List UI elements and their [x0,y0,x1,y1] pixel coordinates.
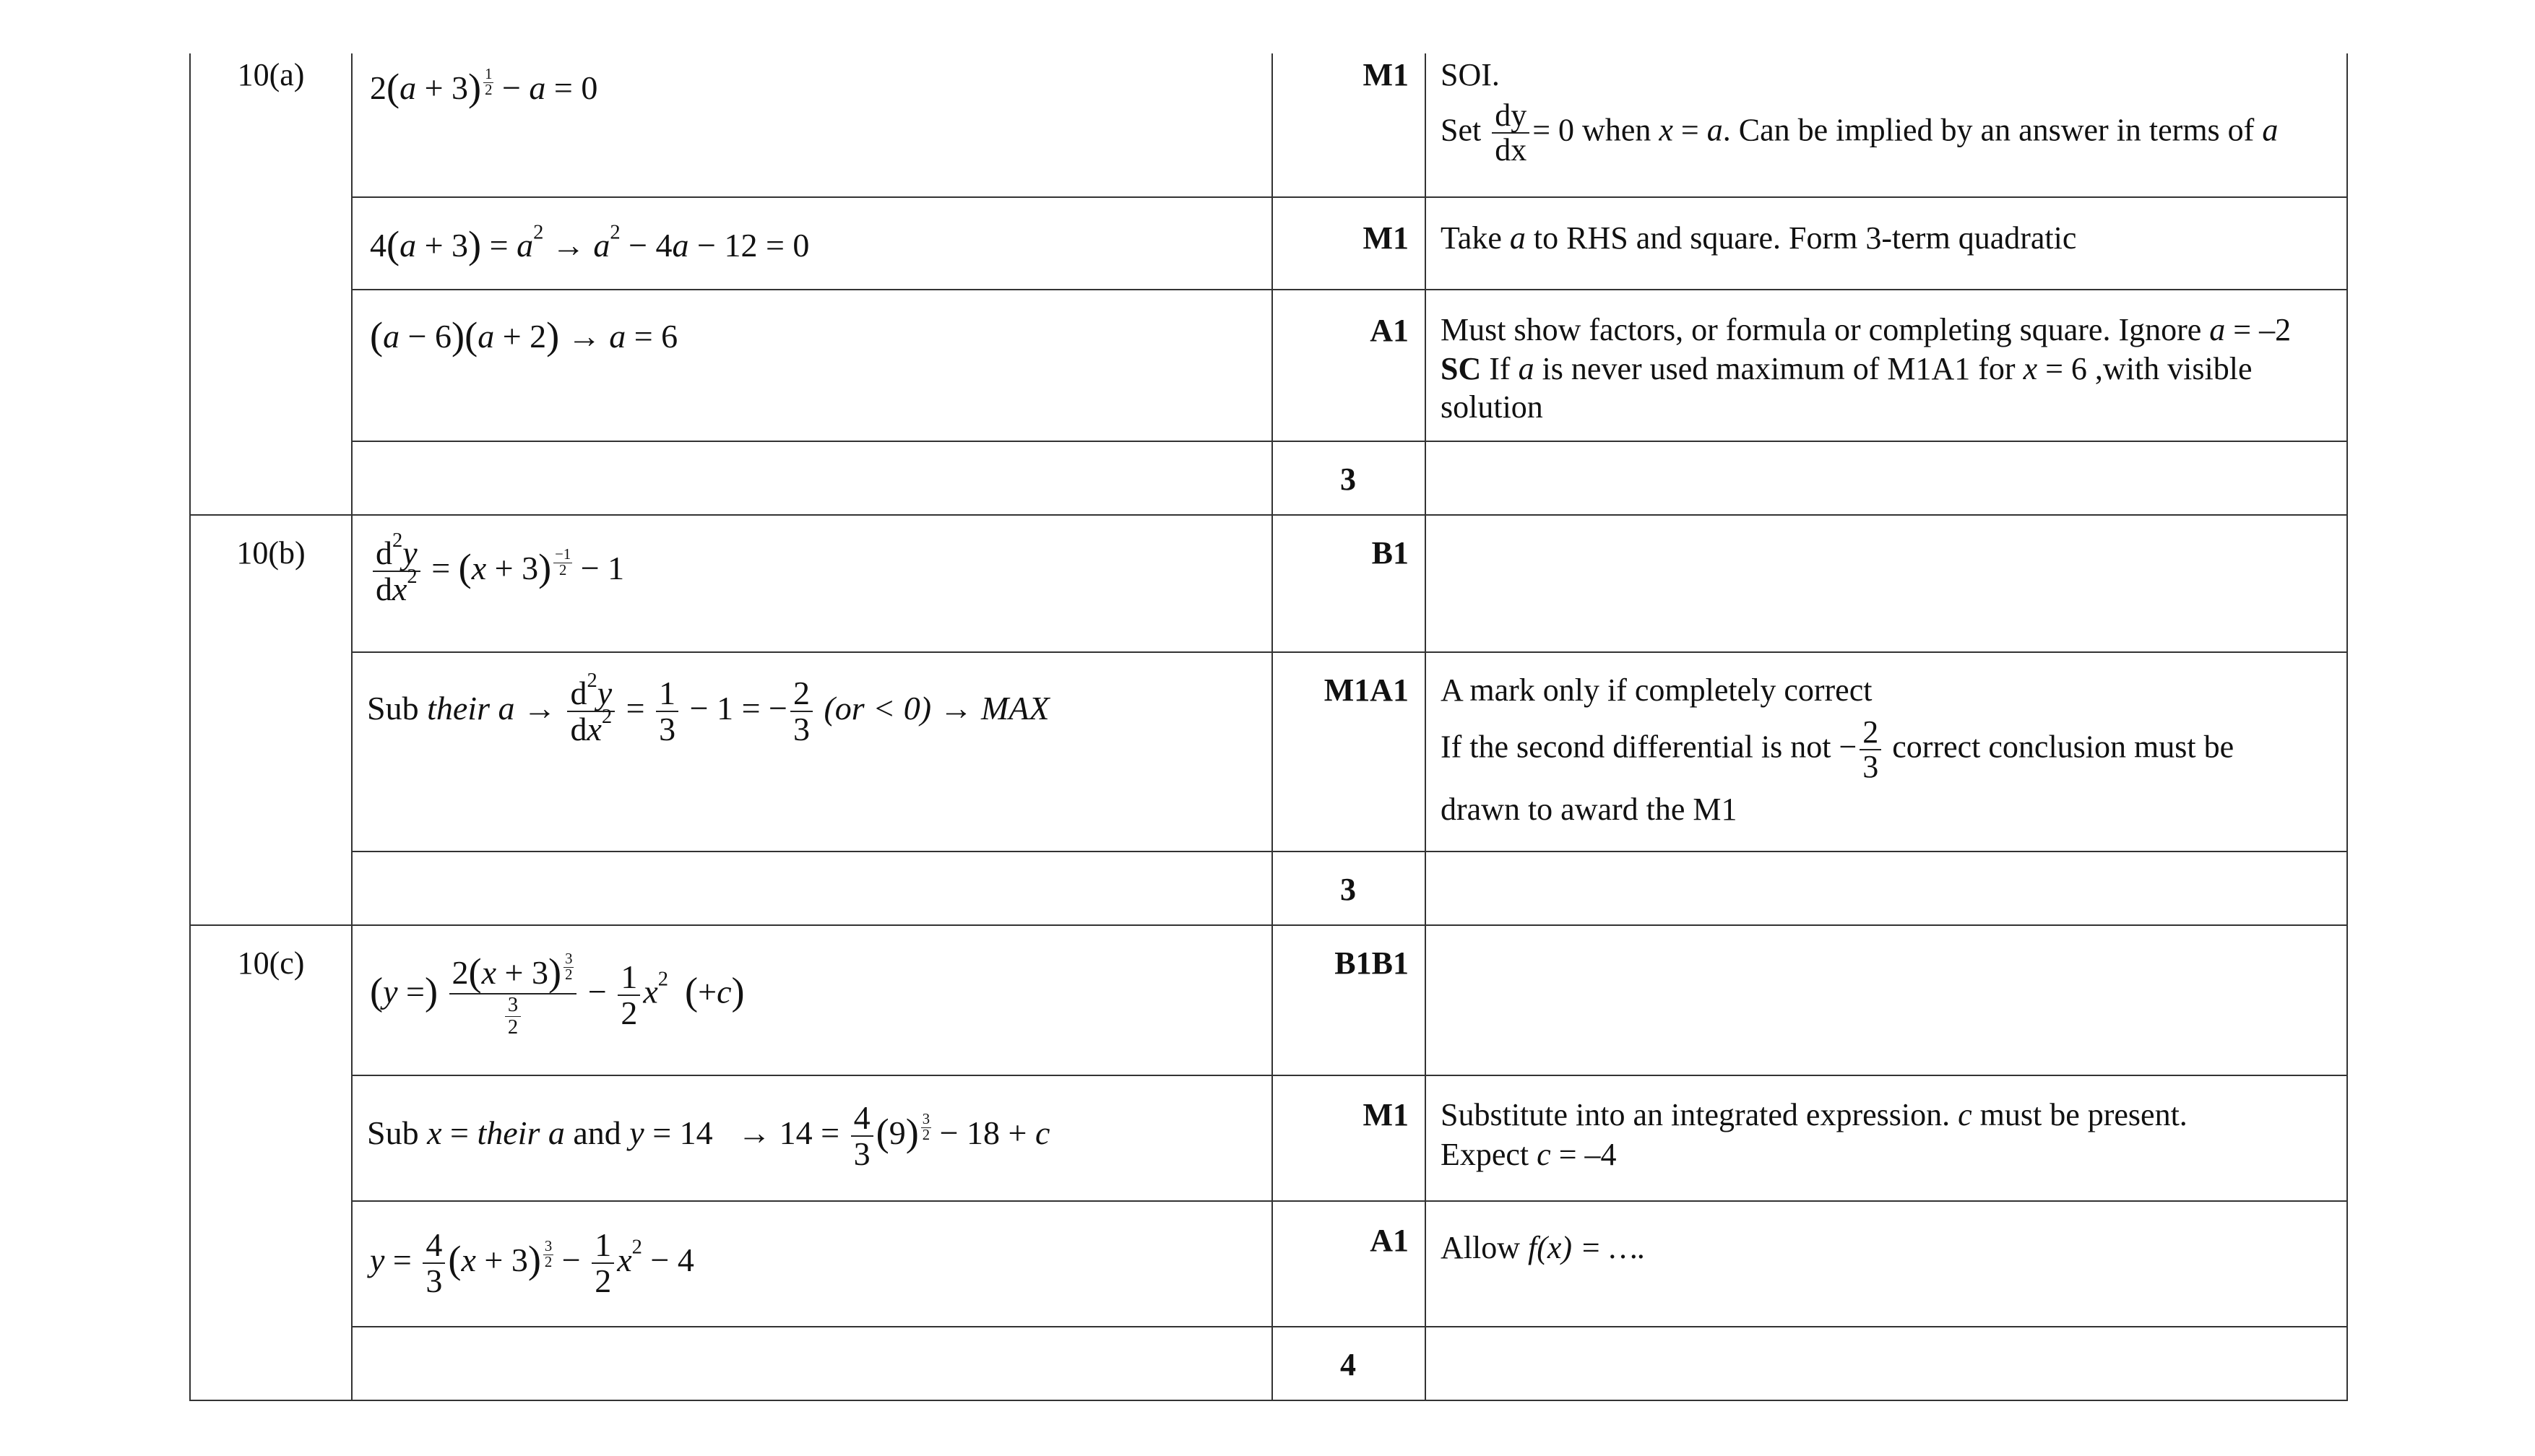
answer-a3: (a − 6)(a + 2) → a = 6 [370,314,678,358]
mark-c3: A1 [1370,1223,1409,1258]
mark-c1: B1B1 [1334,945,1409,981]
col-divider [189,53,191,1401]
answer-c3: y = $\frac{4}{3}$ (x + 3) $\frac{3}{2}$ − $\frac{1}{2}$ $x^2 - 4$ [370,1226,694,1300]
row-divider [351,196,2348,198]
table-bottom [189,1400,2348,1401]
section-divider [189,924,2348,926]
row-divider [351,851,2348,852]
row-divider [351,289,2348,290]
question-label: 10(c) [237,945,305,981]
mark-c2: M1 [1362,1097,1409,1132]
answer-b2: Sub their a → $\frac{d^2y}{dx^2}$ = $\frac{1}{3}$ − 1 = − $\frac{2}{3}$ (or < 0) → MAX [367,669,1050,748]
guidance-c2: Substitute into an integrated expression. c must be present. Expect c = –4 [1441,1097,2188,1172]
guidance-c3: Allow f(x) = …. [1441,1230,1646,1265]
question-label: 10(b) [236,535,306,571]
guidance-a1 [1441,55,2336,167]
row-divider [351,1326,2348,1327]
total-c: 4 [1340,1347,1356,1382]
guidance-b2: A mark only if completely correct If the second differential is not − $\frac{2}{3}$ correct conclusion must be drawn to award the M1 [1441,672,2234,828]
section-divider [189,514,2348,516]
mark-b2: M1A1 [1323,672,1409,708]
answer-a1: 2(a + 3) $\frac{1}{2}$ − a = 0 [370,66,598,109]
row-divider [351,651,2348,653]
row-divider [351,1075,2348,1076]
col-divider [1425,53,1426,1401]
row-divider [351,441,2348,442]
col-divider [2346,53,2348,1401]
guidance-a2: Take a to RHS and square. Form 3-term quadratic [1441,220,2077,256]
guidance-a3: Must show factors, or formula or completing square. Ignore a = –2 SC If a is never used maximum of M1A1 for x = 6 ,with visible solution [1441,312,2292,425]
mark-a2: M1 [1362,220,1409,256]
mark-a1: M1 [1362,57,1409,92]
mark-b1: B1 [1371,535,1409,571]
row-divider [351,1200,2348,1202]
total-a: 3 [1340,462,1356,497]
mark-a3: A1 [1370,313,1409,348]
answer-a2: $4(a + 3) = a^2 \to a^2 - 4a - 12 = 0$ [370,221,810,266]
answer-c1: (y =) 2(x + 3) $\frac{3}{2}$ $\frac{3}{2}$ − $\frac{1}{2}$ $x^2$ (+c) [370,950,745,1039]
guidance-text: Set $\frac{dy}{dx}$ = 0 when x = a. Can be implied by an answer in terms of a [1441,98,2279,168]
answer-b1: $\frac{d^2y}{dx^2}$ = (x + 3) $\frac{-1}{2}$ − 1 [370,536,624,607]
col-divider [1271,53,1273,1401]
answer-c2: Sub x = their a and y = 14 → 14 = $\frac{4}{3}$ (9) $\frac{3}{2}$ − 18 + c [367,1099,1050,1173]
total-b: 3 [1340,872,1356,907]
guidance-text: SOI. [1441,57,1500,92]
col-divider [351,53,353,1401]
question-label: 10(a) [237,57,305,92]
